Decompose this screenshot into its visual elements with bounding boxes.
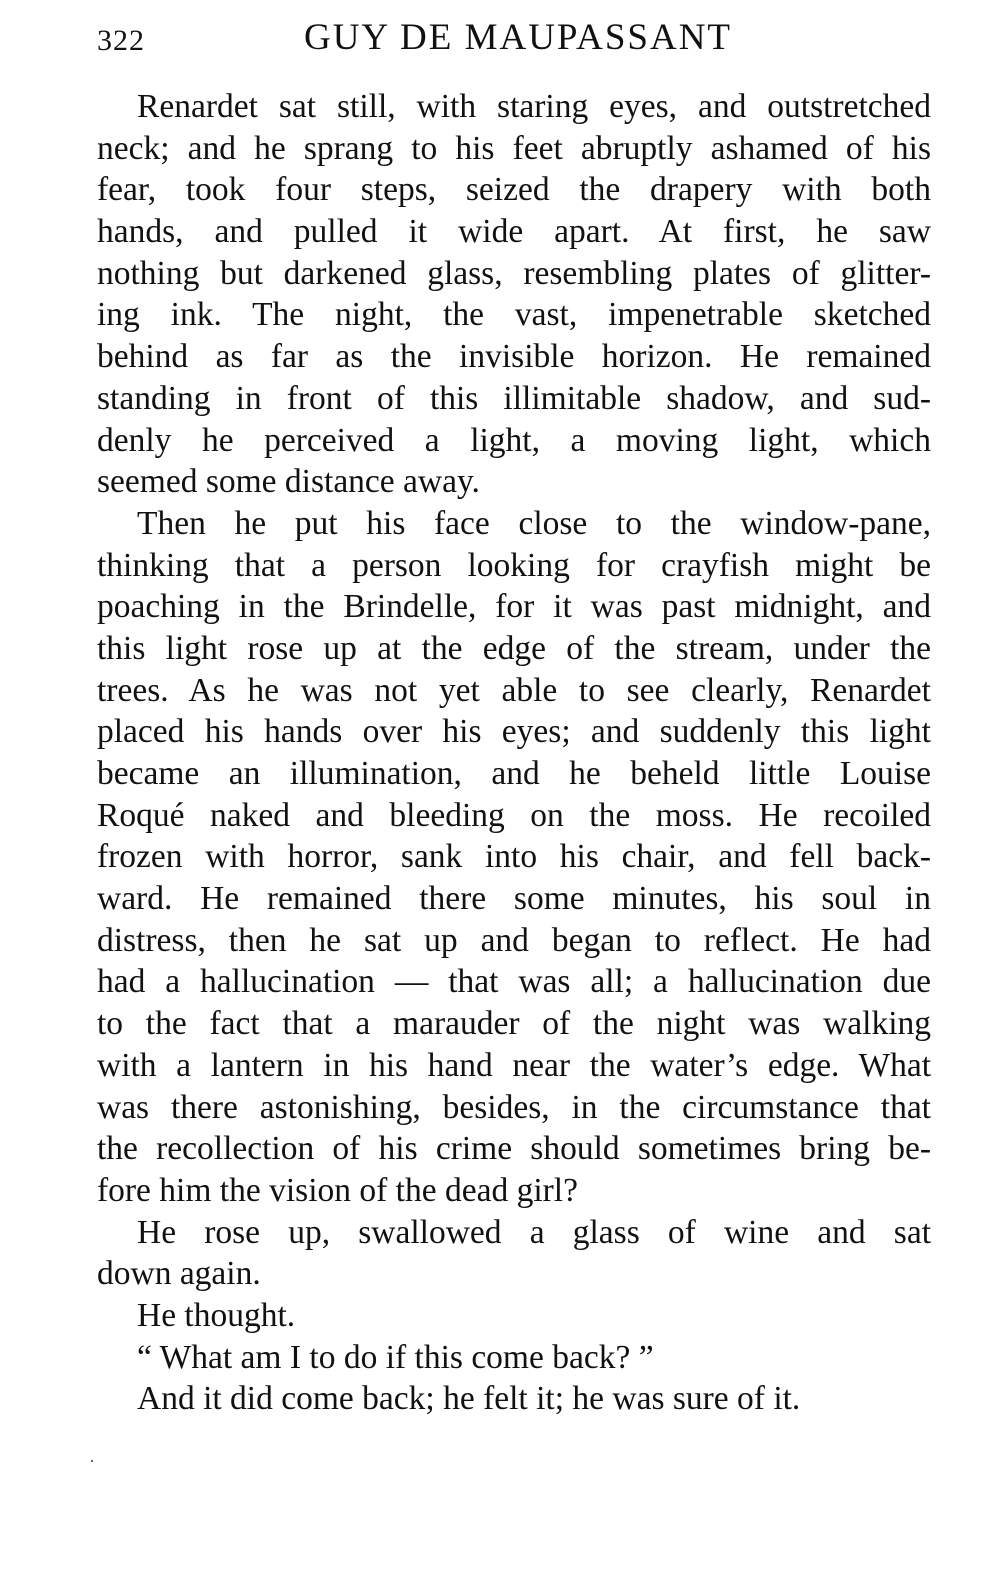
text-line: placed his hands over his eyes; and suddenly this light [97, 713, 931, 751]
page-number: 322 [97, 24, 145, 57]
text-line: ward. He remained there some minutes, his soul in [97, 880, 931, 918]
paragraph-5 [97, 1337, 931, 1379]
text-line: to the fact that a marauder of the night was walking [97, 1005, 931, 1043]
paragraph-6 [97, 1378, 931, 1420]
running-head [97, 14, 931, 64]
body-text [97, 86, 931, 1420]
text-line: And it did come back; he felt it; he was sure of it. [137, 1380, 801, 1418]
text-line: standing in front of this illimitable shadow, and sud- [97, 379, 931, 417]
scan-speck [91, 1460, 93, 1462]
text-line: became an illumination, and he beheld little Louise [97, 755, 931, 792]
text-line: was there astonishing, besides, in the circumstance that [97, 1088, 931, 1126]
text-line: neck; and he sprang to his feet abruptly ashamed of his [97, 129, 931, 167]
text-line: behind as far as the invisible horizon. He remained [97, 338, 931, 376]
text-line: He rose up, swallowed a glass of wine and sat [137, 1213, 931, 1251]
running-title: GUY DE MAUPASSANT [303, 17, 733, 58]
paragraph-1 [97, 86, 931, 503]
text-line: Then he put his face close to the window-pane, [137, 504, 931, 542]
text-line: denly he perceived a light, a moving light, which [97, 421, 931, 459]
text-line: Renardet sat still, with staring eyes, and outstretched [137, 88, 931, 125]
text-line: trees. As he was not yet able to see clearly, Renardet [97, 671, 931, 709]
text-line: nothing but darkened glass, resembling plates of glitter- [97, 254, 931, 292]
text-line: fore him the vision of the dead girl? [97, 1171, 578, 1209]
text-line: hands, and pulled it wide apart. At first, he saw [97, 213, 931, 251]
text-line: “ What am I to do if this come back? ” [137, 1338, 654, 1376]
text-line: ing ink. The night, the vast, impenetrable sketched [97, 296, 931, 334]
text-line: distress, then he sat up and began to reflect. He had [97, 921, 931, 959]
text-line: seemed some distance away. [97, 463, 480, 501]
text-line: frozen with horror, sank into his chair, and fell back- [97, 838, 931, 876]
paragraph-3 [97, 1212, 931, 1295]
paragraph-4 [97, 1295, 931, 1337]
book-page [97, 14, 931, 1420]
text-line: had a hallucination — that was all; a hallucination due [97, 963, 931, 1001]
text-line: He thought. [137, 1296, 296, 1334]
text-line: thinking that a person looking for crayfish might be [97, 546, 931, 584]
text-line: with a lantern in his hand near the water’s edge. What [97, 1046, 931, 1084]
text-line: down again. [97, 1255, 261, 1293]
text-line: this light rose up at the edge of the stream, under the [97, 629, 931, 667]
text-line: poaching in the Brindelle, for it was past midnight, and [97, 588, 931, 626]
paragraph-2 [97, 503, 931, 1212]
text-line: fear, took four steps, seized the drapery with both [97, 171, 931, 209]
text-line: Roqué naked and bleeding on the moss. He recoiled [97, 796, 931, 834]
text-line: the recollection of his crime should sometimes bring be- [97, 1130, 931, 1168]
